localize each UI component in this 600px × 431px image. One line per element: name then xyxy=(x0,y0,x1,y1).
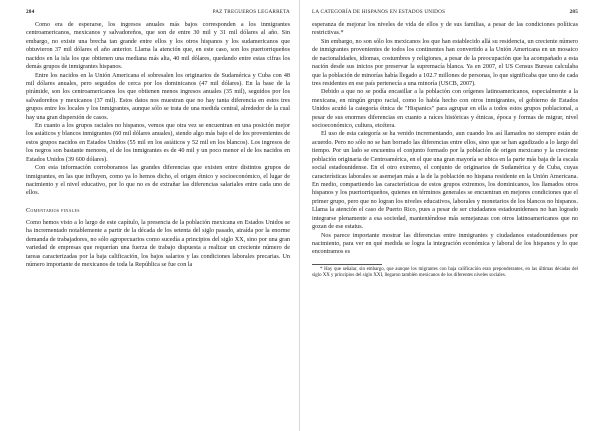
running-head-author: PAZ TREGUEROS LEGARRETA xyxy=(212,9,290,15)
footnote-rule xyxy=(312,264,382,265)
page-number-left: 284 xyxy=(26,9,35,15)
paragraph: Como era de esperarse, los ingresos anuales más bajos corresponden a los inmigrantes centroamericanos, mexicanos y salvadoreños, que son de entre 30 mil y 31 mil dólares al año. Sin embargo, no existe una brecha tan grande entre ellos y los otros hispanos y los sudamericanos que obtuvieron 37 mil dólares el año anterior. Llama la atención que, en este caso, son los puertorriqueños nacidos en la isla los que obtienen una mediana más alta, 40 mil dólares, quedando entre estas cifras los demás grupos de inmigrantes hispanos. xyxy=(26,22,290,71)
footnote: * Hay que señalar, sin embargo, que aunque los migrantes con baja calificación eran preponderantes, en las últimas décadas del siglo XX y principios del siglo XXI, llegaron también mexicanos de los diferentes niveles sociales. xyxy=(312,267,578,279)
paragraph: En cuanto a los grupos raciales no hispanos, vemos que otra vez se encuentran en una posición mejor los asiáticos y blancos inmigrantes (60 mil dólares anuales), siendo algo más bajo el de los provenientes de estos grupos nacidos en Estados Unidos (55 mil en los asiáticos y 52 mil en los blancos). Los ingresos de los negros son bastante menores, el de los inmigrantes es de 40 mil y un poco menor el de los nacidos en Estados Unidos (39 600 dólares). xyxy=(26,123,290,163)
paragraph: esperanza de mejorar los niveles de vida de ellos y de sus familias, a pesar de las condiciones políticas restrictivas.* xyxy=(312,22,578,37)
paragraph: El uso de esta categoría se ha venido incrementando, aun cuando los así llamados no siempre están de acuerdo. Pero no sólo no se han borrado las diferencias entre ellos, sino que se han agudizado a lo largo del tiempo. Por un lado se encuentra el conjunto formado por la población de origen mexicano y la creciente población originaria de Centroamérica, en el que una gran mayoría se ubica en la parte más baja de la escala social estadounidense. En el otro extremo, el conjunto de originarios de Sudamérica y de Cuba, cuyas características laborales se asemejan más a la de la población no hispana residente en la Unión Americana. En medio, compartiendo las características de estos grupos extremos, los dominicanos, los llamados otros hispanos y los puertorriqueños, quienes en términos generales se encuentran en mejores condiciones que el primer grupo, pero que no logran los niveles educativos, laborales y monetarios de los blancos no hispanos. Llama la atención el caso de Puerto Rico, pues a pesar de ser ciudadanos estadounidenses no han logrado integrarse plenamente a esa sociedad, manteniéndose más semejanzas con otros latinoamericanos que no gozan de ese estatus. xyxy=(312,131,578,231)
paragraph: Sin embargo, no son sólo los mexicanos los que han establecido allá su residencia, un creciente número de inmigrantes provenientes de todos los continentes han convertido a la Unión Americana en un mosaico de nacionalidades, idiomas, costumbres y religiones, a pesar de la preocupación que ha acompañado a esta nación desde sus inicios por preservar la supremacía blanca. Ya en 2007, el US Census Bureau calculaba que la población de minorías había llegado a 102.7 millones de personas, lo que significaba que uno de cada tres residentes en ese país pertenecía a una minoría (USCB, 2007). xyxy=(312,38,579,87)
paragraph: Como hemos visto a lo largo de este capítulo, la presencia de la población mexicana en Estados Unidos se ha incrementado notablemente a partir de la década de los setenta del siglo pasado, atraída por la enorme demanda de trabajadores, no sólo agropecuarios como sucedía a principios del siglo XX, sino por una gran variedad de empresas que requerían una fuerza de trabajo dispuesta a realizar un creciente número de tareas caracterizadas por la baja calificación, los bajos salarios y las condiciones laborales precarias. Un número importante de mexicanos de toda la República se fue con la xyxy=(26,219,290,268)
paragraph: Con esta información corroboramos las grandes diferencias que existen entre distintos grupos de inmigrantes, en las que influyen, como ya lo hemos dicho, el origen étnico y socioeconómico, el lugar de nacimiento y el nivel educativo, por lo que no es de extrañar las diferencias salariales entre cada uno de ellos. xyxy=(26,165,290,197)
right-page xyxy=(300,0,600,431)
paragraph: Debido a que no se podía encasillar a la población con orígenes latinoamericanos, especialmente a la mexicana, en ningún grupo racial, como lo había hecho con otros inmigrantes, el gobierno de Estados Unidos acuñó la categoría étnica de "Hispanics" para agrupar en ella a todos estos grupos poblacional, a pesar de sus enormes diferencias en cuanto a raíces históricas y étnicas, época y formas de migrar, nivel socioeconómico, cultura, etcétera. xyxy=(312,89,578,130)
section-spacer xyxy=(26,198,290,207)
right-page-header xyxy=(312,9,578,19)
left-page-header xyxy=(26,9,290,19)
page-number-right: 285 xyxy=(569,9,578,15)
paragraph: Entre los nacidos en la Unión Americana el sobresalen los originarios de Sudamérica y Cuba con 48 mil dólares anuales, pero seguidos de cerca por los dominicanos (47 mil dólares). En la base de la pirámide, son los centroamericanos los que obtienen menos ingresos anuales (35 mil), seguidos por los salvadoreños y mexicanos (37 mil). Estos datos nos muestran que no hay tanta diferencia en estos tres grupos entre los locales y los inmigrantes, aunque sólo se trata de una medida central, alrededor de la cual hay una gran dispersión de casos. xyxy=(26,72,290,121)
running-head-chapter: LA CATEGORÍA DE HISPANOS EN ESTADOS UNIDOS xyxy=(312,9,446,15)
section-title: Comentarios finales xyxy=(26,206,80,214)
paragraph: Nos parece importante mostrar las diferencias entre inmigrantes y ciudadanos estadounidenses por nacimiento, para ver en qué medida se logra la integración económica y laboral de los hispanos y lo que encontramos es xyxy=(312,232,578,256)
